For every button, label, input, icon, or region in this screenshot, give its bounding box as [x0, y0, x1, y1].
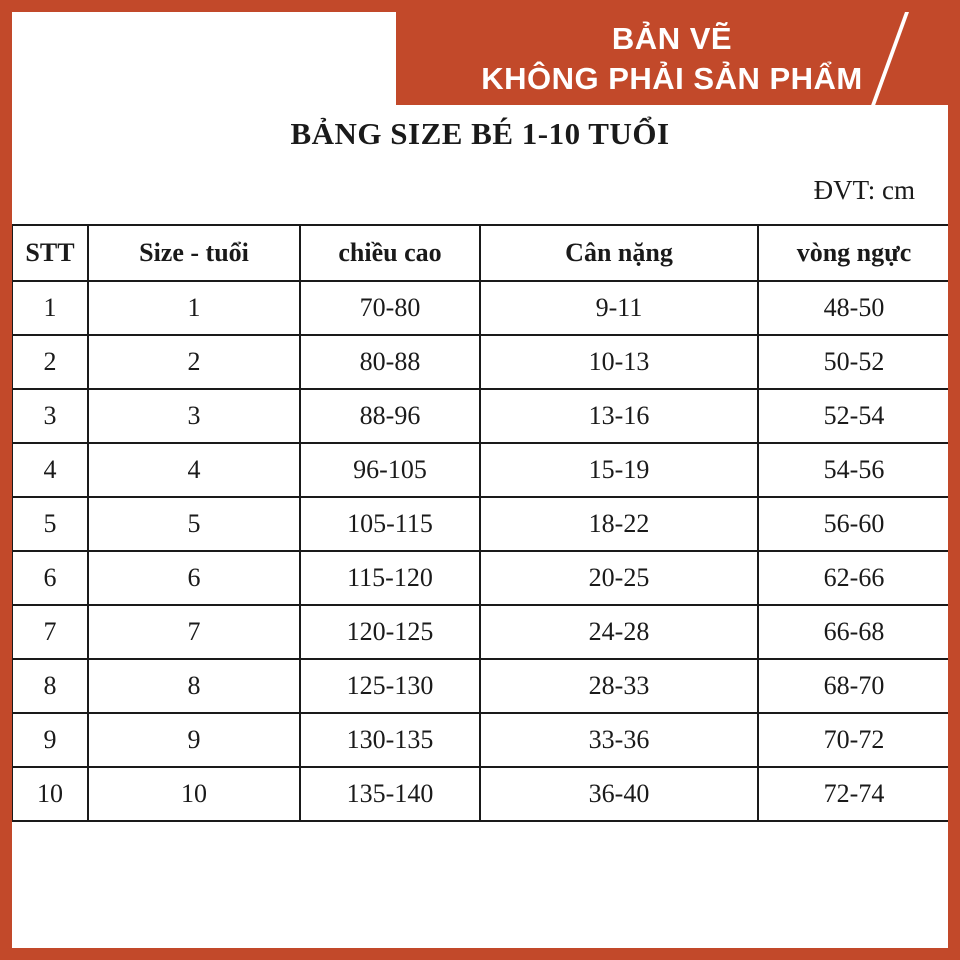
cell-weight: 15-19: [480, 443, 758, 497]
cell-chest: 52-54: [758, 389, 950, 443]
cell-chest: 62-66: [758, 551, 950, 605]
cell-chest: 66-68: [758, 605, 950, 659]
column-header-weight: Cân nặng: [480, 225, 758, 281]
table-row: [12, 281, 950, 335]
page-title: BẢNG SIZE BÉ 1-10 TUỔI: [290, 116, 670, 151]
cell-height: 135-140: [300, 767, 480, 821]
cell-weight: 28-33: [480, 659, 758, 713]
frame-right: [948, 0, 960, 960]
column-header-chest: vòng ngực: [758, 225, 950, 281]
cell-chest: 70-72: [758, 713, 950, 767]
cell-weight: 9-11: [480, 281, 758, 335]
table-row: [12, 335, 950, 389]
cell-stt: 8: [12, 659, 88, 713]
cell-height: 125-130: [300, 659, 480, 713]
size-chart-table: [11, 224, 951, 822]
cell-stt: 9: [12, 713, 88, 767]
watermark-line-2: KHÔNG PHẢI SẢN PHẨM: [481, 60, 863, 96]
table-header-row: [12, 225, 950, 281]
cell-stt: 3: [12, 389, 88, 443]
cell-size-age: 5: [88, 497, 300, 551]
cell-weight: 13-16: [480, 389, 758, 443]
cell-weight: 33-36: [480, 713, 758, 767]
cell-size-age: 6: [88, 551, 300, 605]
cell-size-age: 9: [88, 713, 300, 767]
table-row: [12, 713, 950, 767]
cell-chest: 50-52: [758, 335, 950, 389]
table-row: [12, 551, 950, 605]
cell-stt: 4: [12, 443, 88, 497]
cell-size-age: 10: [88, 767, 300, 821]
table-row: [12, 443, 950, 497]
cell-size-age: 2: [88, 335, 300, 389]
cell-weight: 36-40: [480, 767, 758, 821]
cell-weight: 18-22: [480, 497, 758, 551]
watermark-banner: [396, 12, 948, 105]
cell-stt: 10: [12, 767, 88, 821]
cell-size-age: 1: [88, 281, 300, 335]
frame-left: [0, 0, 12, 960]
cell-stt: 7: [12, 605, 88, 659]
cell-chest: 68-70: [758, 659, 950, 713]
cell-weight: 24-28: [480, 605, 758, 659]
watermark-line-1: BẢN VẼ: [611, 20, 733, 56]
cell-size-age: 8: [88, 659, 300, 713]
cell-stt: 6: [12, 551, 88, 605]
cell-weight: 20-25: [480, 551, 758, 605]
cell-height: 120-125: [300, 605, 480, 659]
cell-size-age: 7: [88, 605, 300, 659]
cell-size-age: 3: [88, 389, 300, 443]
cell-chest: 48-50: [758, 281, 950, 335]
cell-height: 130-135: [300, 713, 480, 767]
frame-bottom: [0, 948, 960, 960]
cell-height: 88-96: [300, 389, 480, 443]
table-row: [12, 659, 950, 713]
cell-weight: 10-13: [480, 335, 758, 389]
cell-stt: 5: [12, 497, 88, 551]
column-header-height: chiều cao: [300, 225, 480, 281]
cell-stt: 2: [12, 335, 88, 389]
table-row: [12, 497, 950, 551]
cell-height: 70-80: [300, 281, 480, 335]
cell-height: 105-115: [300, 497, 480, 551]
table-row: [12, 605, 950, 659]
column-header-size-age: Size - tuổi: [88, 225, 300, 281]
cell-size-age: 4: [88, 443, 300, 497]
table-row: [12, 767, 950, 821]
cell-chest: 72-74: [758, 767, 950, 821]
frame-top: [0, 0, 960, 12]
cell-height: 115-120: [300, 551, 480, 605]
table-row: [12, 389, 950, 443]
cell-stt: 1: [12, 281, 88, 335]
cell-chest: 54-56: [758, 443, 950, 497]
cell-height: 96-105: [300, 443, 480, 497]
table-body: [12, 281, 950, 821]
cell-height: 80-88: [300, 335, 480, 389]
unit-note: ĐVT: cm: [813, 175, 915, 205]
cell-chest: 56-60: [758, 497, 950, 551]
column-header-stt: STT: [12, 225, 88, 281]
table-header: [12, 225, 950, 281]
